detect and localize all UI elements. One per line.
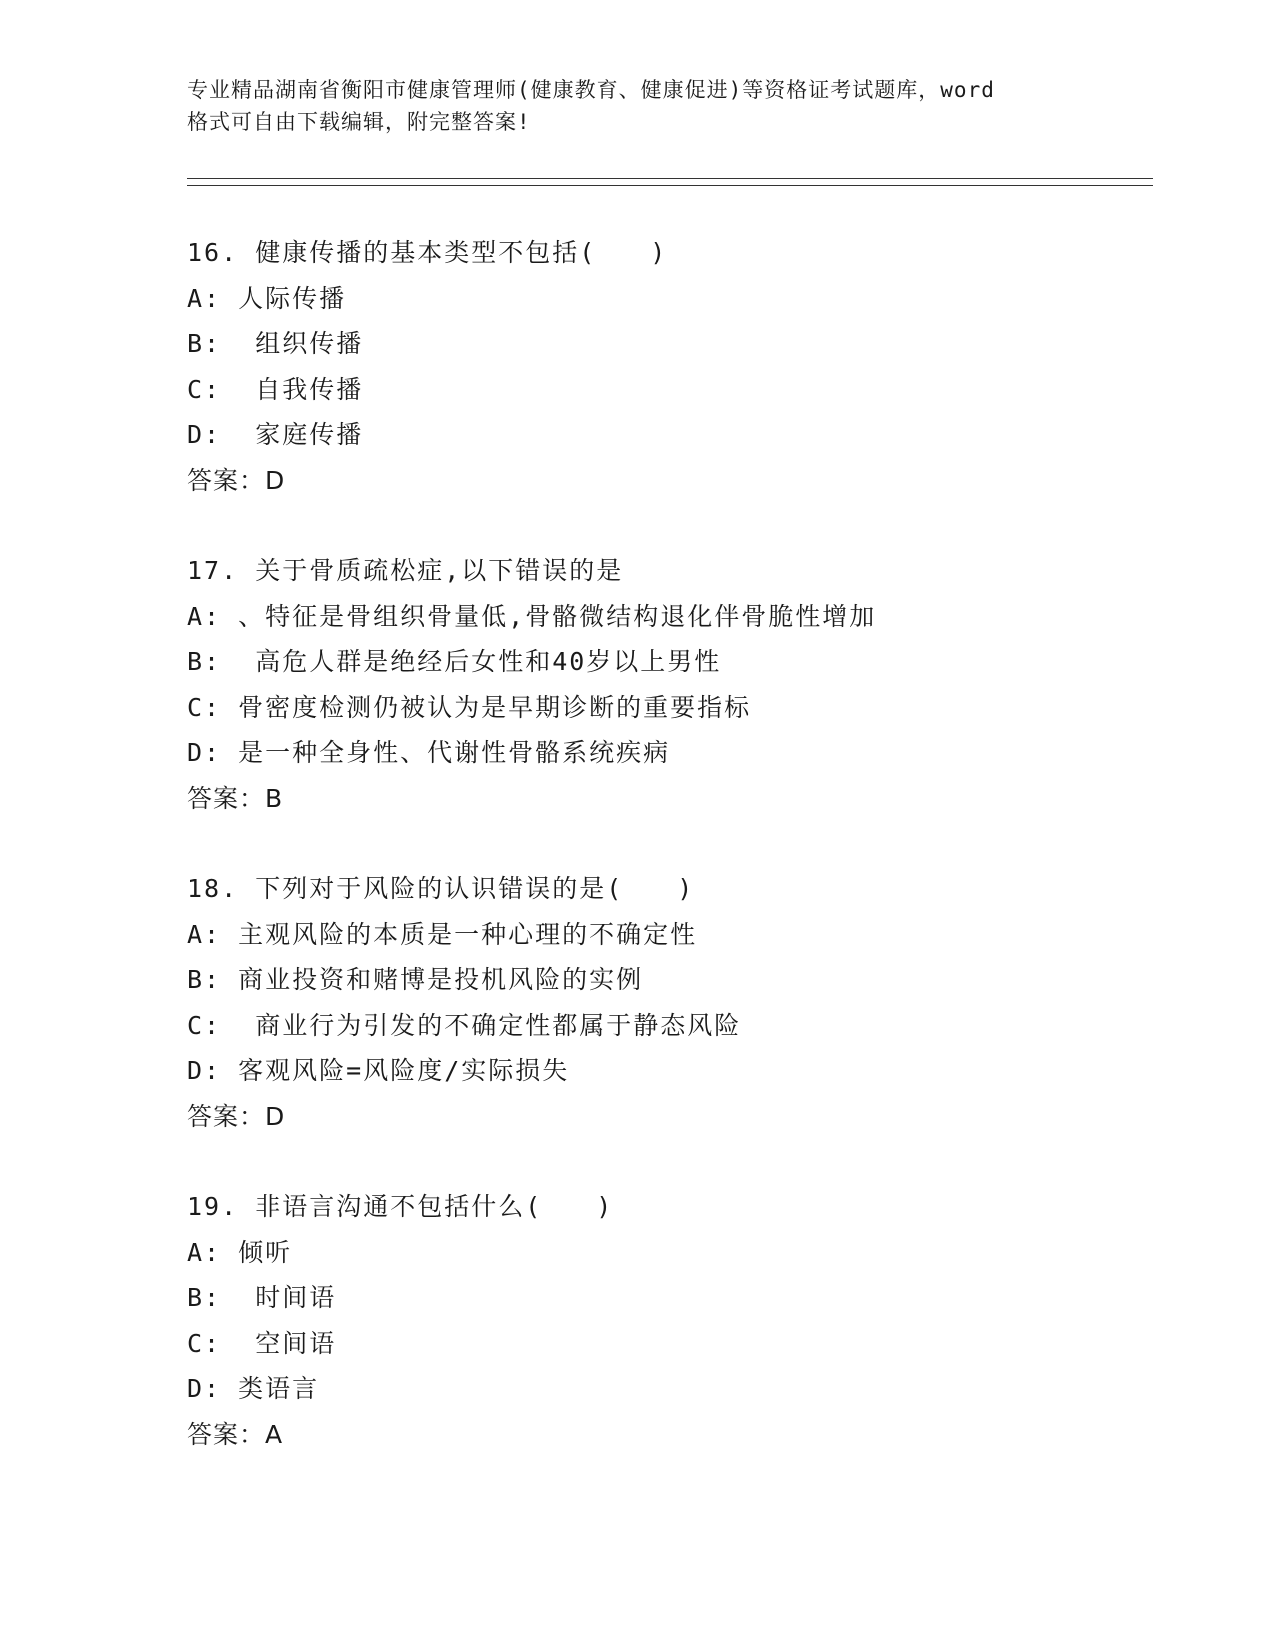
question-stem: 19. 非语言沟通不包括什么( ) <box>187 1192 614 1221</box>
answer-label: 答案：B <box>187 783 284 813</box>
option-c: C: 骨密度检测仍被认为是早期诊断的重要指标 <box>187 692 752 722</box>
option-a: A: 倾听 <box>187 1237 293 1267</box>
option-b: B: 商业投资和赌博是投机风险的实例 <box>187 965 644 994</box>
option-b: B: 高危人群是绝经后女性和40岁以上男性 <box>187 647 722 676</box>
question-18 <box>187 866 1147 1139</box>
question-list <box>187 230 1147 1502</box>
question-19 <box>187 1184 1147 1457</box>
option-c: C: 商业行为引发的不确定性都属于静态风险 <box>187 1010 742 1040</box>
header-double-rule <box>187 178 1153 186</box>
answer-label: 答案：D <box>187 465 286 495</box>
option-b: B: 时间语 <box>187 1283 337 1312</box>
question-17 <box>187 548 1147 821</box>
option-a: A: 主观风险的本质是一种心理的不确定性 <box>187 919 698 949</box>
answer-label: 答案：D <box>187 1101 286 1131</box>
option-d: D: 家庭传播 <box>187 420 364 449</box>
question-stem: 16. 健康传播的基本类型不包括( ) <box>187 238 668 267</box>
question-16 <box>187 230 1147 503</box>
question-stem: 17. 关于骨质疏松症,以下错误的是 <box>187 556 624 585</box>
option-a: A: 、特征是骨组织骨量低,骨骼微结构退化伴骨脆性增加 <box>187 601 877 631</box>
option-d: D: 是一种全身性、代谢性骨骼系统疾病 <box>187 738 671 767</box>
document-header <box>187 74 1087 138</box>
question-stem: 18. 下列对于风险的认识错误的是( ) <box>187 874 695 903</box>
option-b: B: 组织传播 <box>187 329 364 358</box>
option-c: C: 自我传播 <box>187 374 364 404</box>
header-line-2: 格式可自由下载编辑，附完整答案! <box>187 110 531 134</box>
option-d: D: 类语言 <box>187 1374 320 1403</box>
option-d: D: 客观风险=风险度/实际损失 <box>187 1056 570 1085</box>
option-c: C: 空间语 <box>187 1328 337 1358</box>
answer-label: 答案：A <box>187 1419 284 1449</box>
header-line-1: 专业精品湖南省衡阳市健康管理师(健康教育、健康促进)等资格证考试题库，word <box>187 78 995 102</box>
option-a: A: 人际传播 <box>187 283 347 313</box>
